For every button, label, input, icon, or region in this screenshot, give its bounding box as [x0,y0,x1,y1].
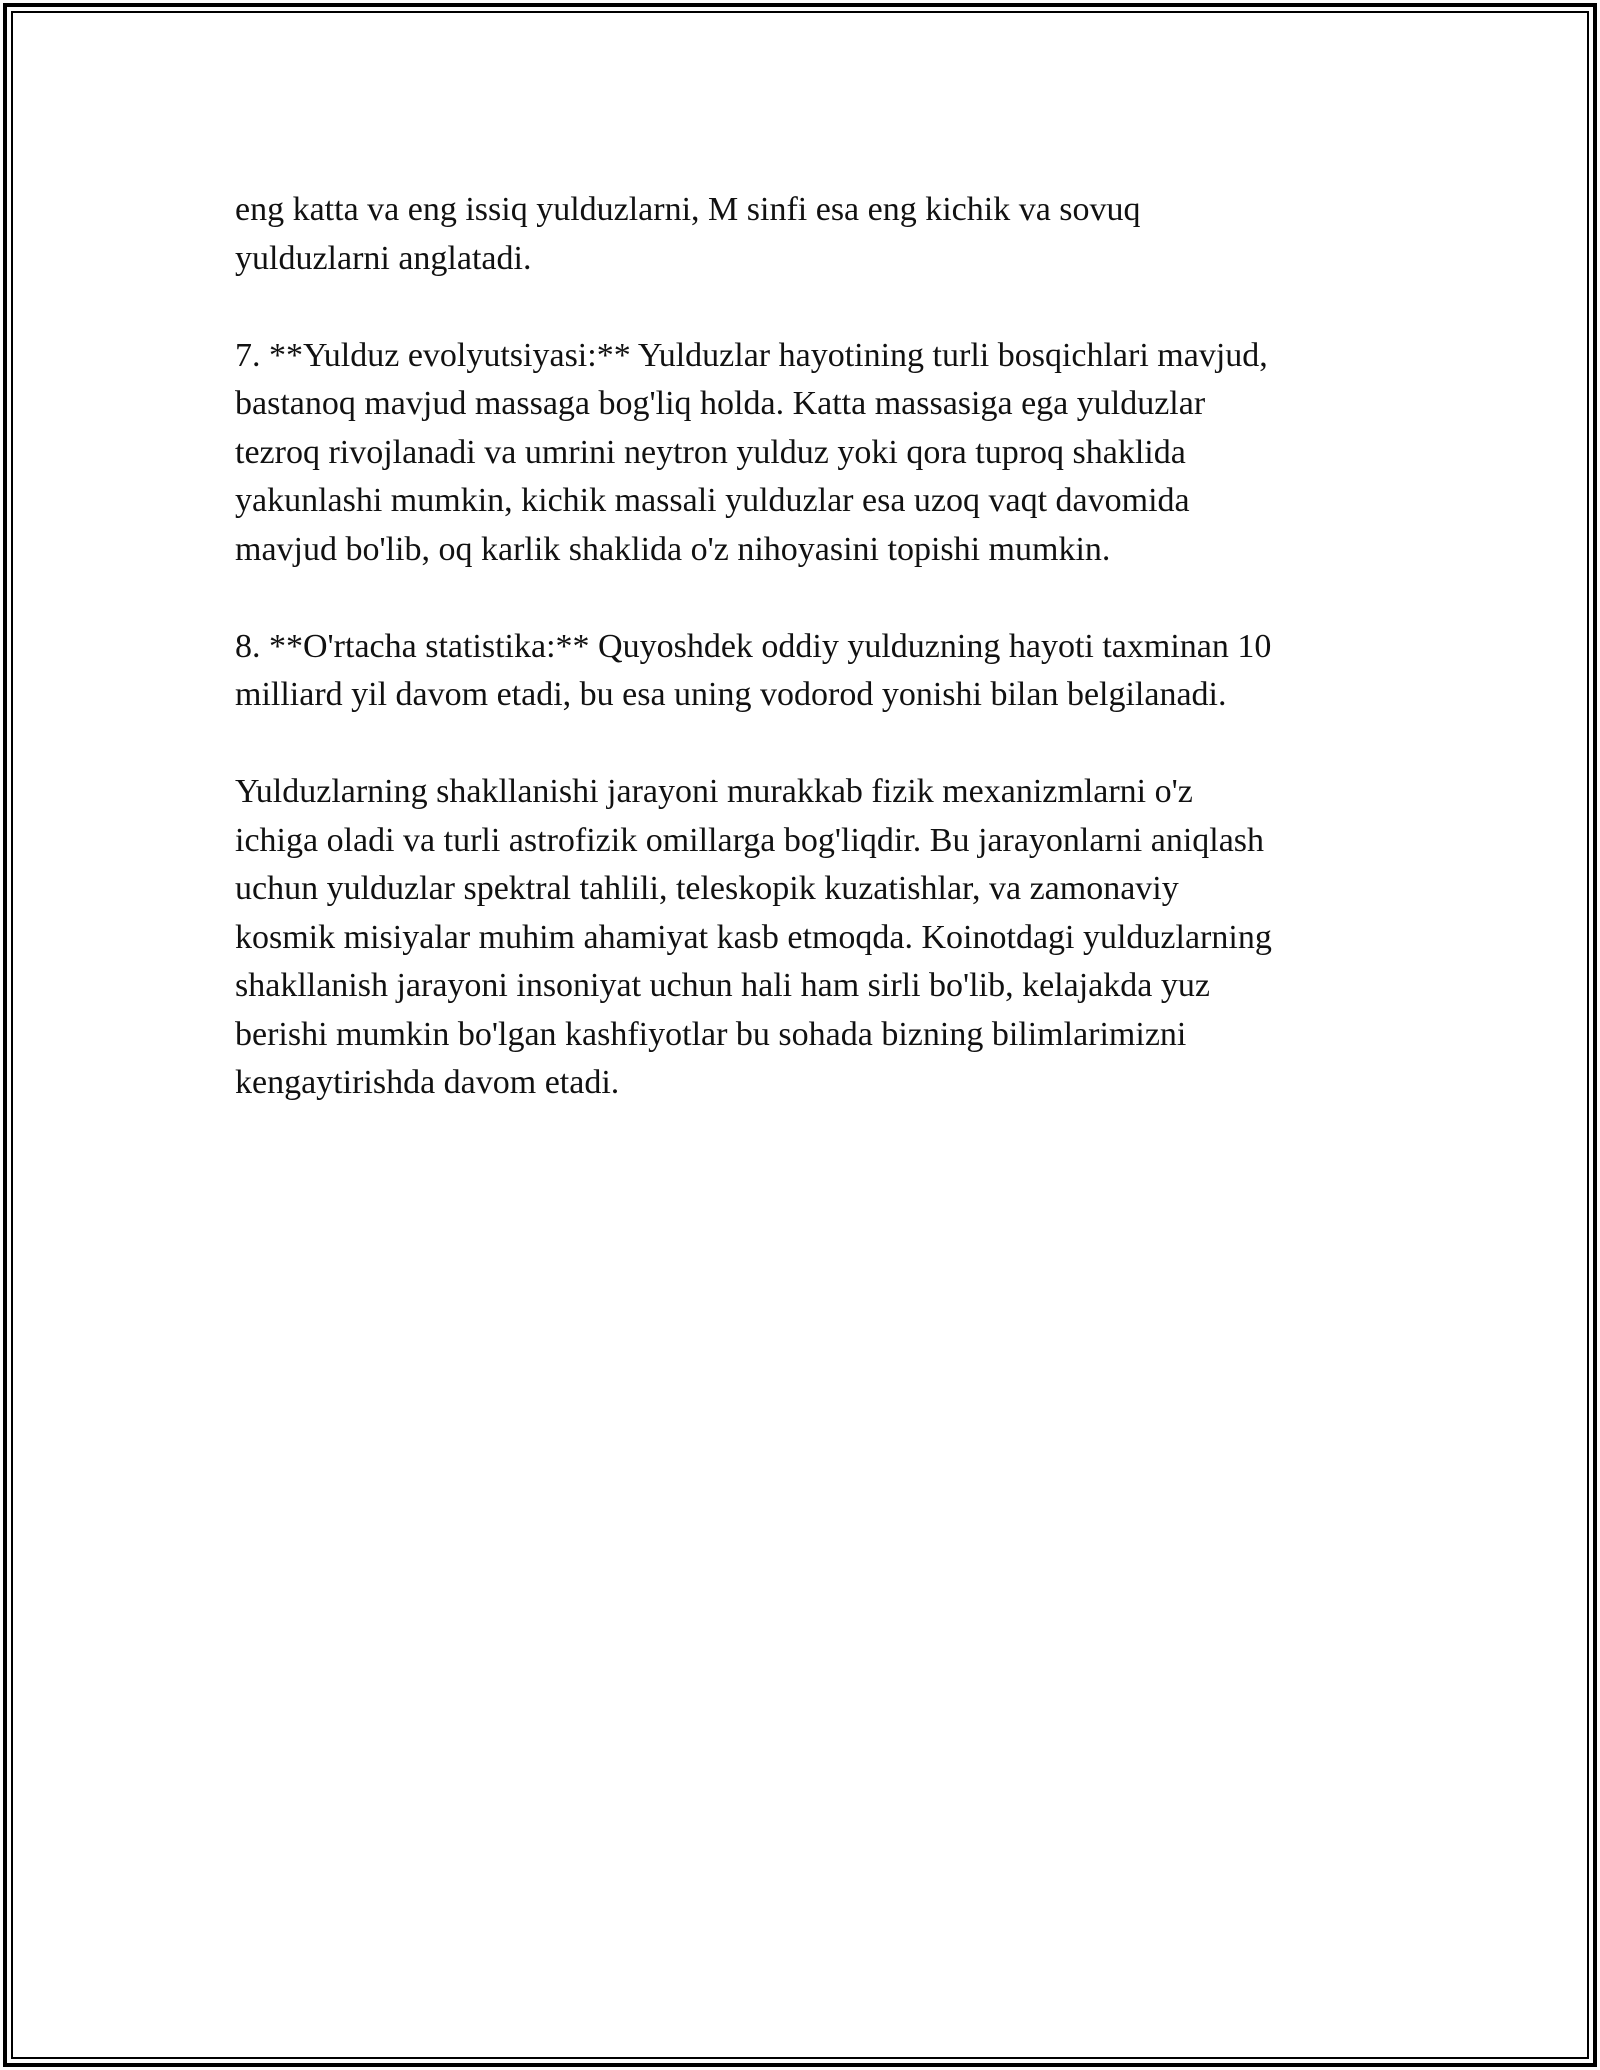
paragraph-average-statistics: 8. **O'rtacha statistika:** Quyoshdek oddiy yulduzning hayoti taxminan 10 milliard yil davom etadi, bu esa uning vodorod yonishi bilan belgilanadi. [235,627,1272,713]
paragraph-star-evolution: 7. **Yulduz evolyutsiyasi:** Yulduzlar hayotining turli bosqichlari mavjud, bastanoq mavjud massaga bog'liq holda. Katta massasiga ega yulduzlar tezroq rivojlanadi va umrini neytron yulduz yoki qora tuproq shaklida yakunlashi mumkin, kichik massali yulduzlar esa uzoq vaqt davomida mavjud bo'lib, oq karlik shaklida o'z nihoyasini topishi mumkin. [235,336,1268,568]
document-body [235,186,1365,1156]
paragraph-conclusion: Yulduzlarning shakllanishi jarayoni murakkab fizik mexanizmlarni o'z ichiga oladi va turli astrofizik omillarga bog'liqdir. Bu jarayonlarni aniqlash uchun yulduzlar spektral tahlili, teleskopik kuzatishlar, va zamonaviy kosmik misiyalar muhim ahamiyat kasb etmoqda. Koinotdagi yulduzlarning shakllanish jarayoni insoniyat uchun hali ham sirli bo'lib, kelajakda yuz berishi mumkin bo'lgan kashfiyotlar bu sohada bizning bilimlarimizni kengaytirishda davom etadi. [235,773,1272,1101]
paragraph-spectral-classes: eng katta va eng issiq yulduzlarni, M sinfi esa eng kichik va sovuq yulduzlarni anglatadi. [235,191,1141,277]
